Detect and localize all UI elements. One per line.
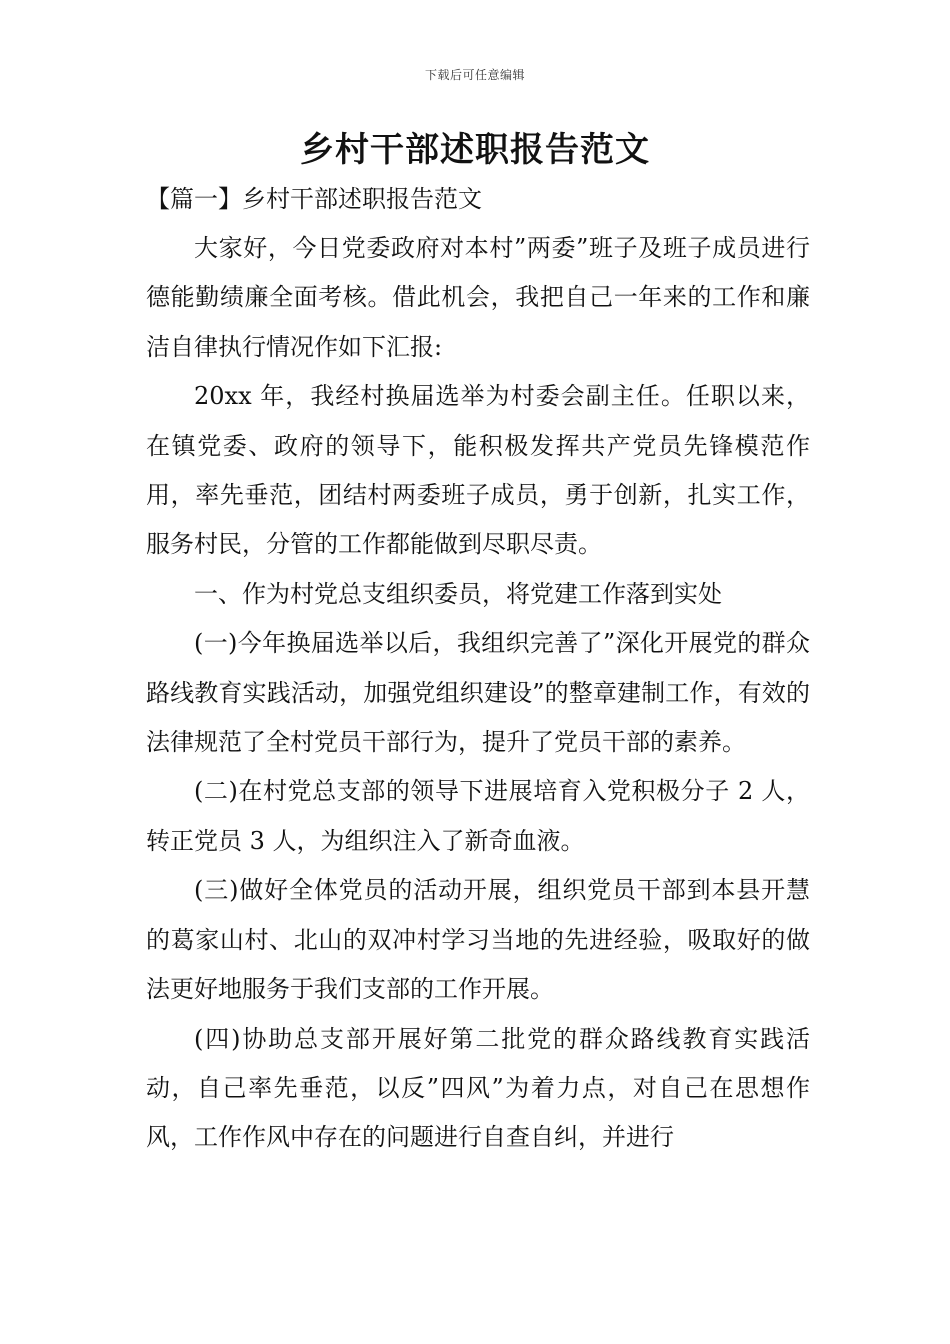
paragraph-appointment: 20xx 年，我经村换届选举为村委会副主任。任职以来，在镇党委、政府的领导下，能积极发挥共产党员先锋模范作用，率先垂范，团结村两委班子成员，勇于创新，扎实工作，服务村民，分管的工作都能做到尽职尽责。 <box>146 382 810 559</box>
paragraph-item-one: (一)今年换届选举以后，我组织完善了”深化开展党的群众路线教育实践活动，加强党组织建设”的整章建制工作，有效的法律规范了全村党员干部行为，提升了党员干部的素养。 <box>146 629 810 757</box>
paragraph-item-two: (二)在村党总支部的领导下进展培育入党积极分子 2 人，转正党员 3 人，为组织注入了新奇血液。 <box>146 777 810 855</box>
document-title: 乡村干部述职报告范文 <box>300 130 650 170</box>
document-body <box>146 224 810 1163</box>
paragraph-item-three: (三)做好全体党员的活动开展，组织党员干部到本县开慧的葛家山村、北山的双冲村学习当地的先进经验，吸取好的做法更好地服务于我们支部的工作开展。 <box>146 876 810 1004</box>
paragraph-item-four: (四)协助总支部开展好第二批党的群众路线教育实践活动，自己率先垂范，以反”四风”为着力点，对自己在思想作风，工作作风中存在的问题进行自查自纠，并进行 <box>146 1024 810 1152</box>
paragraph-intro: 大家好，今日党委政府对本村”两委”班子及班子成员进行德能勤绩廉全面考核。借此机会，我把自己一年来的工作和廉洁自律执行情况作如下汇报: <box>146 234 810 361</box>
header-note: 下载后可任意编辑 <box>424 68 525 82</box>
section-heading: 【篇一】乡村干部述职报告范文 <box>146 185 482 213</box>
paragraph-heading-one: 一、作为村党总支组织委员，将党建工作落到实处 <box>194 579 722 608</box>
